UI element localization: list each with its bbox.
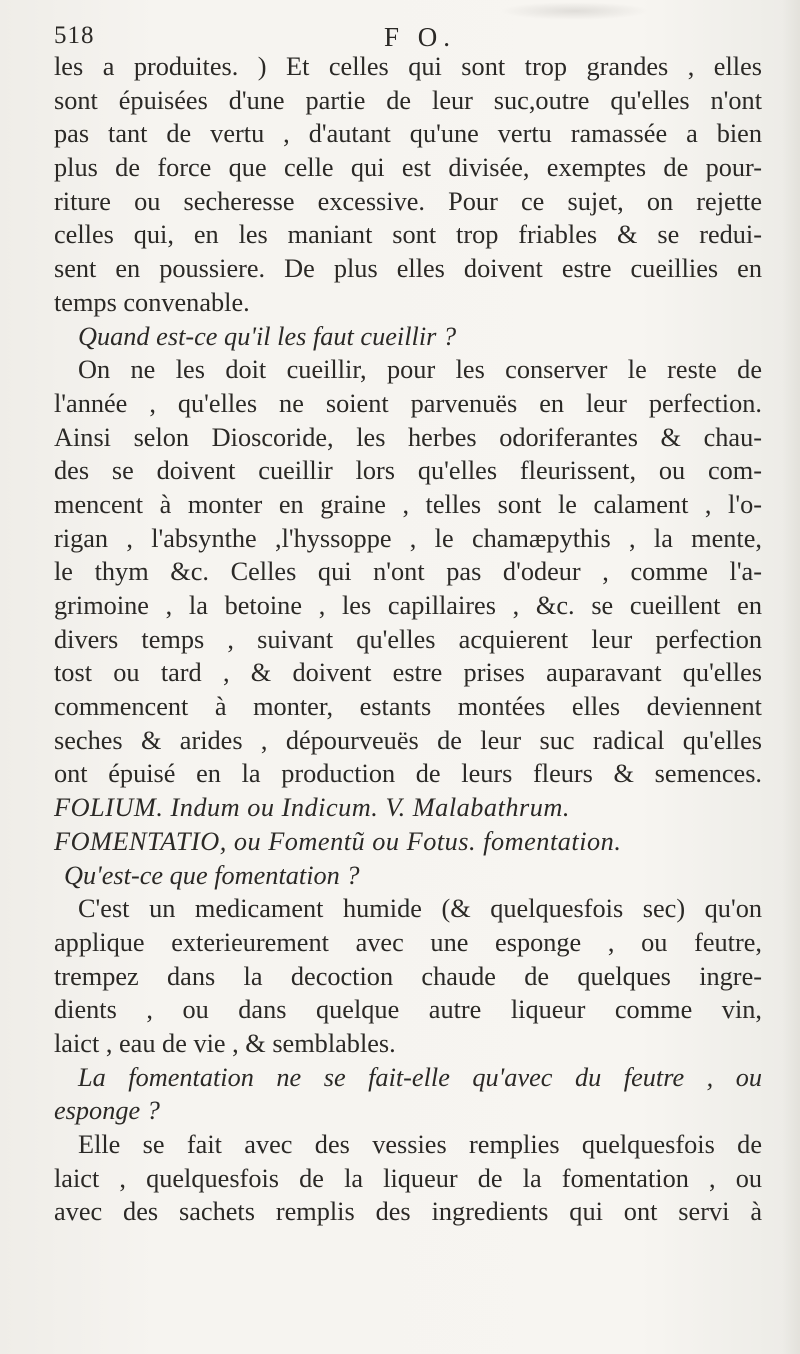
text-line: celles qui, en les maniant sont trop friables & se redui- xyxy=(54,220,762,250)
text-line: laict , quelquesfois de la liqueur de la fomentation , ou xyxy=(54,1163,762,1193)
text-line: applique exterieurement avec une esponge , ou feutre, xyxy=(54,927,762,957)
text-line: ont épuisé en la production de leurs fleurs & semences. xyxy=(54,759,762,789)
question-heading: Quand est-ce qu'il les faut cueillir ? xyxy=(78,321,457,351)
text-line: grimoine , la betoine , les capillaires , &c. se cueillent en xyxy=(54,591,762,620)
text-line: commencent à monter, estants montées elles deviennent xyxy=(54,692,762,722)
running-head: F O. xyxy=(384,22,457,52)
text-line: riture ou secheresse excessive. Pour ce sujet, on rejette xyxy=(54,186,762,216)
text-line: Elle se fait avec des vessies remplies quelquesfois de xyxy=(78,1130,762,1159)
text-line: des se doivent cueillir lors qu'elles fleurissent, ou com- xyxy=(54,456,762,486)
text-line: les a produites. ) Et celles qui sont trop grandes , elles xyxy=(54,52,762,81)
text-line: tost ou tard , & doivent estre prises auparavant qu'elles xyxy=(54,658,762,688)
question-heading-continued: esponge ? xyxy=(54,1096,160,1126)
text-line: divers temps , suivant qu'elles acquierent leur perfection xyxy=(54,624,762,654)
page-number: 518 xyxy=(54,22,95,49)
text-line: pas tant de vertu , d'autant qu'une vertu ramassée a bien xyxy=(54,119,762,149)
text-line: dients , ou dans quelque autre liqueur comme vin, xyxy=(54,995,762,1025)
text-line: le thym &c. Celles qui n'ont pas d'odeur , comme l'a- xyxy=(54,557,762,587)
entry-heading-folium: FOLIUM. Indum ou Indicum. V. Malabathrum. xyxy=(54,793,570,823)
text-line: rigan , l'absynthe ,l'hyssoppe , le chamæpythis , la mente, xyxy=(54,523,762,553)
text-line: On ne les doit cueillir, pour les conserver le reste de xyxy=(78,355,762,385)
text-line: sent en poussiere. De plus elles doivent estre cueillies en xyxy=(54,254,762,284)
page-header xyxy=(50,14,750,54)
text-line: l'année , qu'elles ne soient parvenuës en leur perfection. xyxy=(54,388,762,418)
text-line: laict , eau de vie , & semblables. xyxy=(54,1028,396,1058)
question-heading: Qu'est-ce que fomentation ? xyxy=(64,860,360,890)
question-heading: La fomentation ne se fait-elle qu'avec du feutre , ou xyxy=(78,1062,762,1092)
text-line: mencent à monter en graine , telles sont le calament , l'o- xyxy=(54,489,762,519)
page-edge-shadow xyxy=(782,0,800,1354)
text-line: C'est un medicament humide (& quelquesfois sec) qu'on xyxy=(78,894,762,924)
text-line: temps convenable. xyxy=(54,287,250,317)
text-line: seches & arides , dépourveuës de leur suc radical qu'elles xyxy=(54,725,762,755)
text-line: trempez dans la decoction chaude de quelques ingre- xyxy=(54,961,762,991)
text-line: Ainsi selon Dioscoride, les herbes odoriferantes & chau- xyxy=(54,422,762,452)
text-line: avec des sachets remplis des ingredients qui ont servi à xyxy=(54,1197,762,1227)
entry-heading-fomentatio: FOMENTATIO, ou Fomentũ ou Fotus. fomentation. xyxy=(54,826,622,856)
text-line: plus de force que celle qui est divisée, exemptes de pour- xyxy=(54,153,762,183)
body-text xyxy=(54,50,762,1229)
text-line: sont épuisées d'une partie de leur suc,outre qu'elles n'ont xyxy=(54,85,762,115)
